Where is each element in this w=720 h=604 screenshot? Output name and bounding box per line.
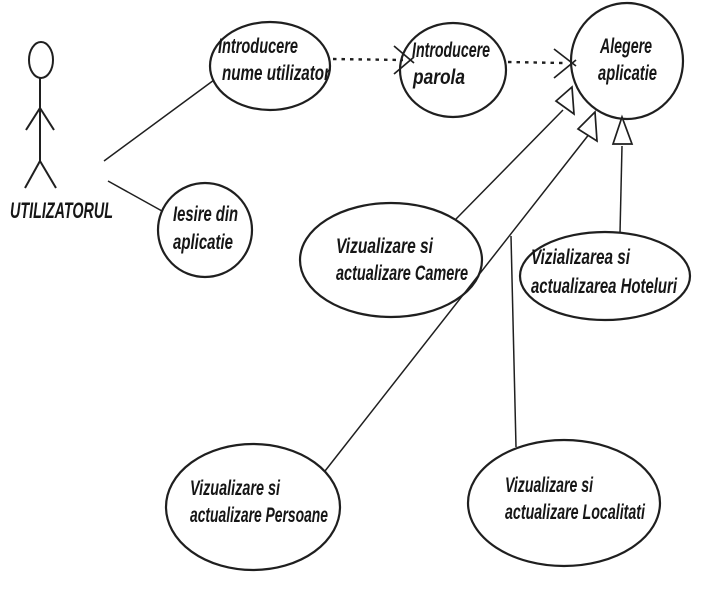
use-case-label: actualizare Persoane [190,504,329,527]
use-case-alegere-ellipse [571,3,683,119]
association-actor-to-intro-nume [104,80,214,161]
use-case-label: Alegere [599,35,653,58]
actor-arm-right [40,108,54,130]
use-case-label: aplicatie [598,62,658,85]
actor-head [29,42,53,78]
generalization-triangle-camere-icon [556,87,574,114]
use-case-label: actualizarea Hoteluri [531,275,678,298]
dashed-arrow-parola-to-alegere [508,49,576,78]
dashed-line [333,59,403,60]
association-actor-to-iesire [108,181,162,211]
actor-leg-left [25,161,40,188]
use-case-label: parola [412,66,466,89]
actor-leg-right [40,161,56,188]
use-case-label: Introducere [218,35,299,58]
use-case-label: actualizare Camere [336,262,469,285]
use-case-label: Introducere [412,39,491,62]
use-case-label: nume utilizator [222,62,332,85]
use-case-iesire-ellipse [158,183,252,277]
use-case-label: Vizualizare si [336,235,434,258]
use-case-label: Vizializarea si [531,246,631,269]
dashed-line [508,62,563,63]
use-case-label: aplicatie [173,231,234,254]
actor-utilizatorul [25,42,56,188]
generalization-localitati-line [511,236,516,447]
generalization-hoteluri-line [620,146,622,233]
actor-arm-left [26,108,40,130]
use-case-label: actualizare Localitati [505,501,646,524]
use-case-label: Iesire din [173,203,238,226]
actor-label: UTILIZATORUL [10,198,113,223]
generalization-camere-line [456,110,563,219]
generalization-triangle-hoteluri-icon [613,117,632,144]
use-case-camere-ellipse [300,203,482,317]
use-case-label: Vizualizare si [190,477,281,500]
use-case-label: Vizualizare si [505,474,594,497]
